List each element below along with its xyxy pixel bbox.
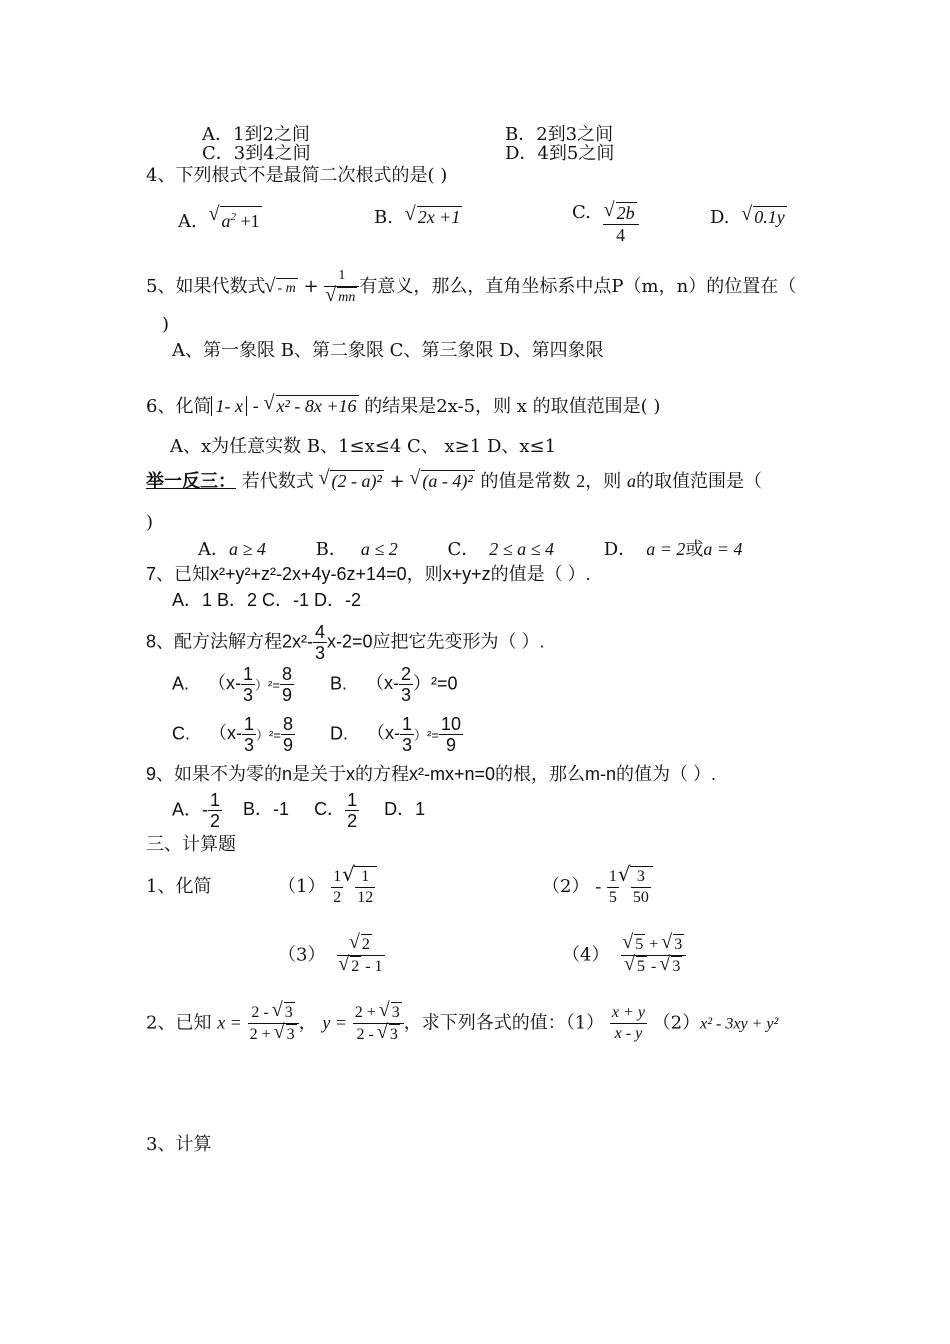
q5-fraction: 1 √ mn	[324, 266, 359, 308]
q4-c-label: C.	[572, 202, 591, 223]
q5-options: A、第一象限 B、第二象限 C、第三象限 D、第四象限	[172, 340, 604, 361]
q3-option-b: B．2到3之间	[505, 124, 614, 145]
variant-radical-2: √ (a - 4)²	[421, 470, 474, 491]
q4-b-label: B.	[374, 207, 393, 228]
q8-option-a: A. （x- $\frac{1}{3}$ ）²= $\frac{8}{9}$	[172, 664, 292, 705]
variant-close: )	[146, 512, 154, 533]
q9-options: A．- $\frac{1}{2}$ B．-1 C． $\frac{1}{2}$ D．1	[172, 790, 426, 831]
q8-fraction: $\frac{4}{3}$	[315, 622, 326, 663]
q6-stem: 6、化简 1- x - √ x² - 8x +16 的结果是2x-5，则 x 的取值范围是( )	[146, 395, 660, 418]
q4-option-b	[374, 206, 462, 229]
q4-stem: 4、下列根式不是最简二次根式的是( )	[146, 165, 448, 186]
s3-q1-part3: （3） √ 2 √ 2 - 1	[278, 934, 385, 977]
variant-label: 举一反三：	[146, 471, 236, 492]
q7-stem: 7、已知x²+y²+z²-2x+4y-6z+14=0，则x+y+z的值是（ ）.	[146, 564, 591, 584]
q6-options: A、x为任意实数 B、1≤x≤4 C、 x≥1 D、x≤1	[170, 436, 557, 457]
s3-q1-part2: （2） - $\frac{1}{5}$ √ $\frac{3}{50}$	[542, 866, 653, 908]
s3-q2: 2、已知 x = $\frac{2 - √ 3}{2 + √ 3}$ ， y = $\frac{2 + √ 3}{2 - √ 3}$ ，求下列各式的值：（1） $\frac{x + y}{x - y}$ （2）x² - 3xy + y²	[146, 1002, 778, 1045]
q3-option-d: D．4到5之间	[505, 143, 615, 164]
q6-radical: √ x² - 8x +16	[276, 395, 359, 416]
q8-option-d: D. （x- $\frac{1}{3}$ ）²= $\frac{10}{9}$	[330, 714, 461, 755]
variant-radical-1: √ (2 - a)²	[330, 470, 383, 491]
q4-b-radical: √ 2x +1	[417, 206, 463, 227]
q4-a-radical: √ $a^2 +1$	[220, 206, 261, 231]
s3-q1-part1: （1） $\frac{1}{2}$ √ $\frac{1}{12}$	[278, 866, 377, 908]
q4-option-c	[572, 202, 639, 245]
q5-stem: 5、如果代数式√ - m + 1 √ mn 有意义，那么，直角坐标系中点P（m，n）的位置在（	[146, 266, 796, 308]
q5-close: )	[162, 314, 170, 335]
q3-option-a: A．1到2之间	[202, 124, 310, 145]
s3-q1-part4: （4） √ 5 + √ 3 √ 5 - √ 3	[562, 934, 686, 977]
q6-abs: 1- x	[211, 396, 246, 416]
s3-q1-label: 1、化简	[146, 876, 212, 897]
q4-d-label: D.	[710, 207, 730, 228]
q8-option-b: B. （x- $\frac{2}{3}$ ）²=0	[330, 664, 458, 705]
q7-options: A．1 B．2 C．-1 D．-2	[172, 590, 362, 610]
q4-a-label: A.	[178, 211, 197, 232]
section3-title: 三、计算题	[146, 834, 236, 855]
variant-options: A．a ≥ 4 B． a ≤ 2 C． 2 ≤ a ≤ 4 D． a = 2或a = 4	[198, 539, 743, 560]
q3-option-c: C．3到4之间	[202, 143, 311, 164]
s3-q3: 3、计算	[146, 1134, 212, 1155]
q9-stem: 9、如果不为零的n是关于x的方程x²-mx+n=0的根，那么m-n的值为（ ）.	[146, 764, 717, 784]
q4-option-d	[710, 206, 787, 229]
q4-c-fraction: √ $\frac{2b}{4}$	[603, 202, 639, 245]
q4-d-radical: √ 0.1y	[753, 206, 787, 227]
q8-option-c: C. （x- $\frac{1}{3}$ ）²= $\frac{8}{9}$	[172, 714, 293, 755]
q4-option-a	[178, 206, 262, 233]
q5-radical: √ - m	[276, 278, 297, 299]
q8-stem: 8、配方法解方程2x²- $\frac{4}{3}$ x-2=0应把它先变形为（ ）.	[146, 622, 545, 663]
variant-stem: 举一反三： 若代数式 √ (2 - a)² + √ (a - 4)² 的值是常数 2，则 a的取值范围是（	[146, 470, 762, 493]
